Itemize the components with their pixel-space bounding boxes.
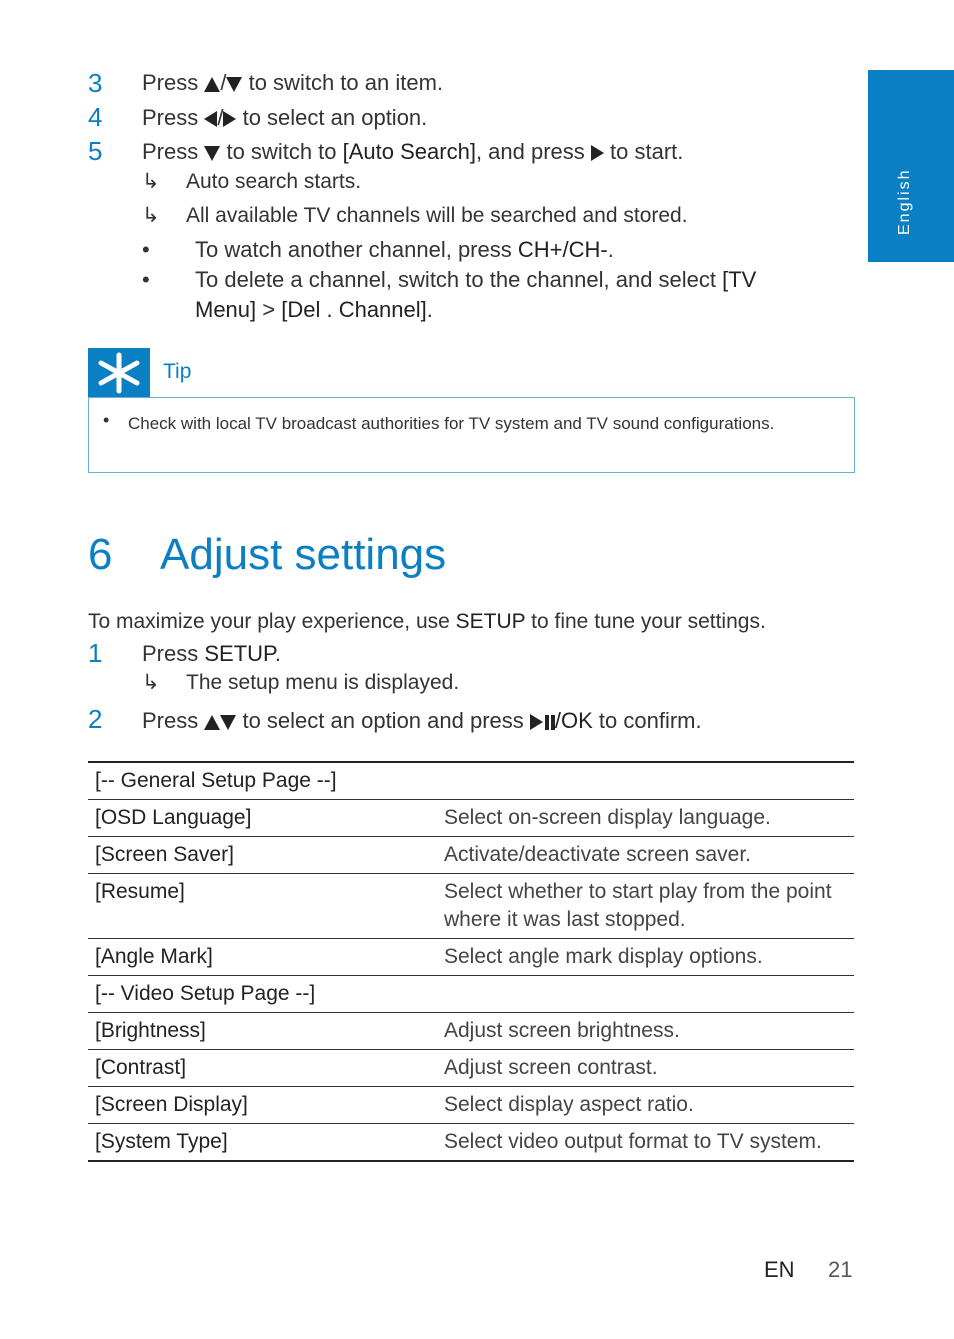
setting-description: Select video output format to TV system. [437, 1124, 854, 1162]
setting-name: [OSD Language] [88, 800, 437, 837]
up-arrow-icon [204, 715, 220, 730]
step-number: 4 [88, 102, 103, 132]
setting-name: [-- General Setup Page --] [88, 762, 437, 800]
step-text: Press to switch to [Auto Search], and press to start. [142, 139, 684, 164]
setting-name: [Screen Display] [88, 1087, 437, 1124]
table-row [88, 1013, 854, 1050]
up-arrow-icon [204, 77, 220, 92]
intro-text: To maximize your play experience, use SETUP to fine tune your settings. [88, 610, 766, 633]
table-row [88, 837, 854, 874]
tip-text: Check with local TV broadcast authorities for TV system and TV sound configurations. [128, 414, 775, 433]
result-line: ↳ The setup menu is displayed. [142, 669, 459, 697]
result-arrow-icon: ↳ [142, 204, 160, 227]
footer-language: EN [764, 1257, 795, 1282]
setting-description [437, 762, 854, 800]
table-row [88, 762, 854, 800]
setting-name: [Screen Saver] [88, 837, 437, 874]
setting-name: [System Type] [88, 1124, 437, 1162]
table-row [88, 1050, 854, 1087]
table-row [88, 1087, 854, 1124]
table-row [88, 939, 854, 976]
left-arrow-icon [204, 111, 217, 127]
settings-table [88, 761, 854, 1162]
setting-name: [-- Video Setup Page --] [88, 976, 437, 1013]
bullet-item: • To delete a channel, switch to the channel, and select [TV Menu] > [Del . Channel]. [142, 267, 757, 322]
result-line: ↳ Auto search starts. [142, 168, 361, 196]
down-arrow-icon [226, 77, 242, 92]
table-row [88, 800, 854, 837]
bullet-icon: • [142, 237, 150, 262]
step-number: 3 [88, 68, 103, 98]
tip-box [88, 397, 855, 473]
setting-description: Select on-screen display language. [437, 800, 854, 837]
down-arrow-icon [204, 146, 220, 161]
setting-description: Select angle mark display options. [437, 939, 854, 976]
setting-description: Select whether to start play from the point where it was last stopped. [437, 874, 854, 939]
settings-table-body [88, 762, 854, 1161]
language-tab [868, 70, 954, 262]
bullet-icon: • [103, 410, 110, 430]
setting-description: Adjust screen brightness. [437, 1013, 854, 1050]
setting-description: Select display aspect ratio. [437, 1087, 854, 1124]
step-text: Press / to switch to an item. [142, 70, 444, 95]
table-row [88, 976, 854, 1013]
setting-description: Activate/deactivate screen saver. [437, 837, 854, 874]
play-icon [530, 714, 543, 730]
step-number: 2 [88, 704, 103, 734]
table-row [88, 874, 854, 939]
bullet-icon: • [142, 267, 150, 292]
pause-icon [545, 715, 549, 730]
bullet-item: • To watch another channel, press CH+/CH-. [142, 235, 802, 265]
right-arrow-icon [223, 111, 236, 127]
page-number: 21 [828, 1257, 853, 1282]
setting-name: [Contrast] [88, 1050, 437, 1087]
step-text: Press SETUP. [142, 641, 281, 666]
setting-description [437, 976, 854, 1013]
result-arrow-icon: ↳ [142, 170, 160, 193]
down-arrow-icon [220, 715, 236, 730]
step-number: 5 [88, 136, 103, 166]
result-arrow-icon: ↳ [142, 671, 160, 694]
setting-name: [Resume] [88, 874, 437, 939]
setting-name: [Angle Mark] [88, 939, 437, 976]
table-row [88, 1124, 854, 1162]
setting-description: Adjust screen contrast. [437, 1050, 854, 1087]
tip-label: Tip [163, 360, 192, 383]
setting-name: [Brightness] [88, 1013, 437, 1050]
language-tab-label: English [896, 168, 913, 235]
step-text: Press / to select an option. [142, 105, 428, 130]
step-number: 1 [88, 638, 103, 668]
result-line: ↳ All available TV channels will be searched and stored. [142, 202, 688, 230]
chapter-number: 6 [88, 530, 113, 579]
right-arrow-icon [591, 145, 604, 161]
chapter-title: Adjust settings [160, 530, 447, 579]
step-text: Press to select an option and press /OK to confirm. [142, 708, 702, 733]
tip-star-icon [88, 348, 150, 398]
